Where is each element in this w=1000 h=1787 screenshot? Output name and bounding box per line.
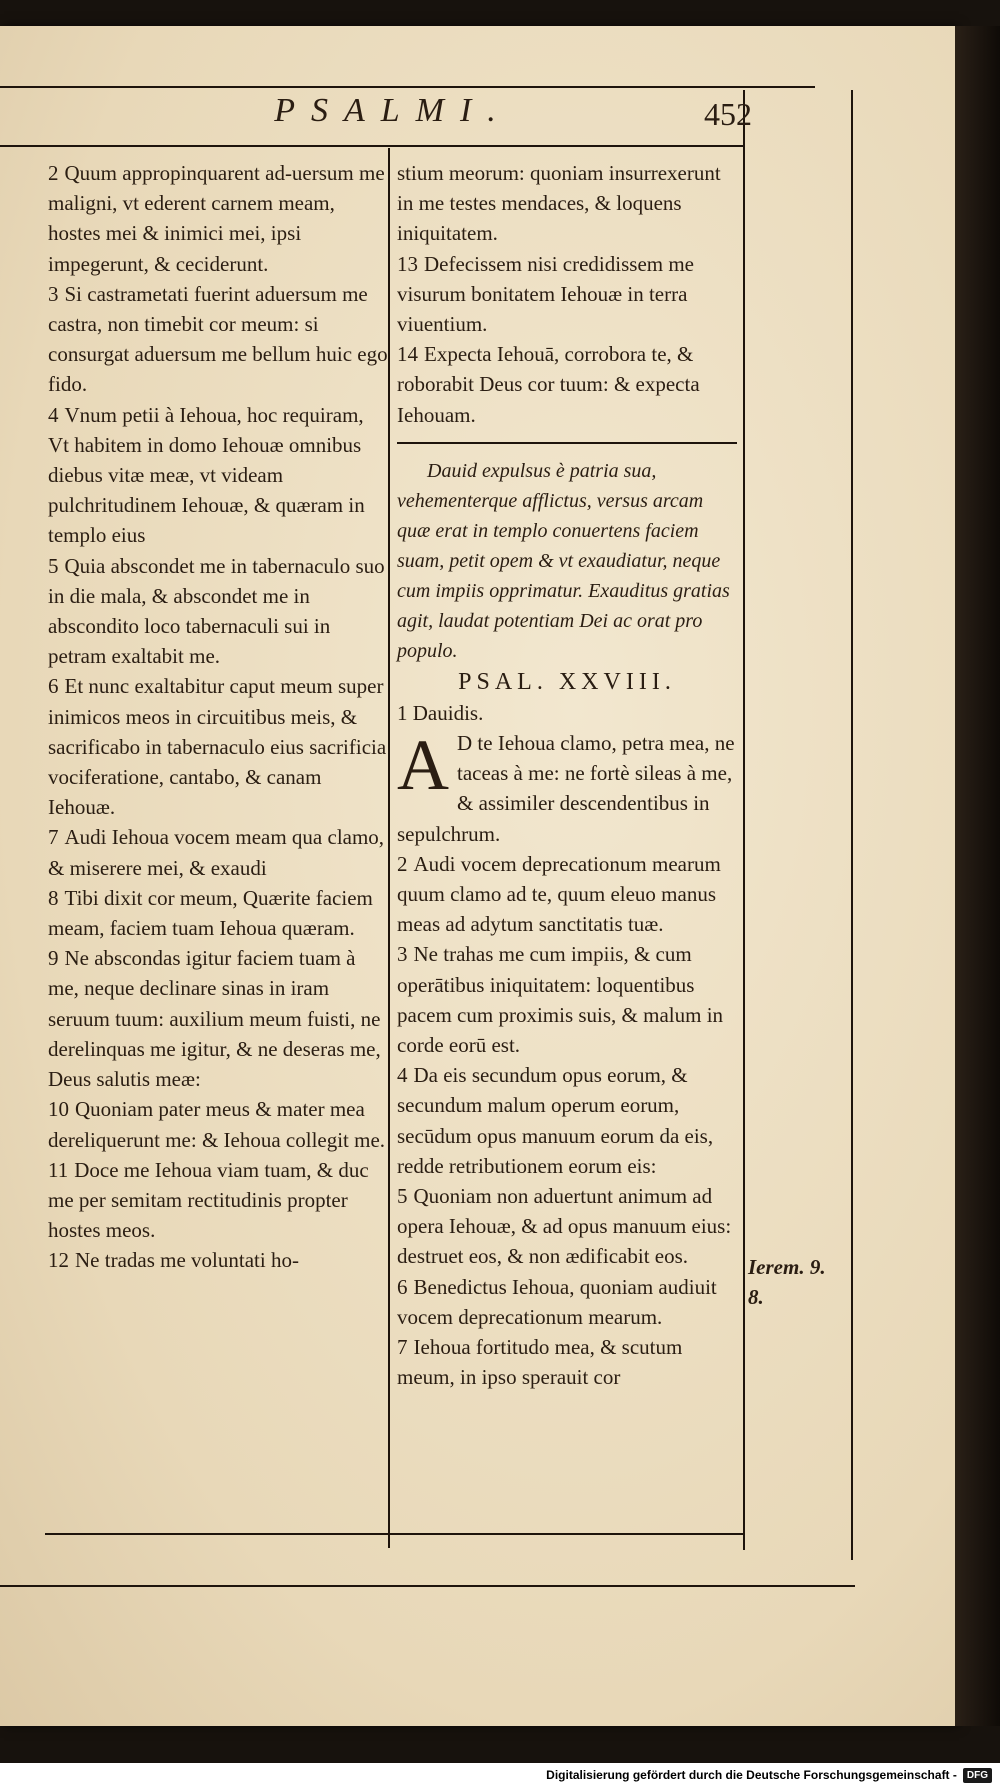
verse xyxy=(397,249,737,340)
verse xyxy=(397,1272,737,1332)
verse xyxy=(48,883,388,943)
bottom-rule xyxy=(45,1533,745,1535)
verse xyxy=(48,158,388,279)
verse-number: 12 xyxy=(48,1248,69,1273)
verse xyxy=(397,1181,737,1272)
verse-number: 7 xyxy=(48,825,59,850)
right-column xyxy=(397,158,737,1393)
verse-text: Vnum petii à Iehoua, hoc requiram, Vt habitem in domo Iehouæ omnibus diebus vitæ meæ, vt videam pulchritudinem Iehouæ, & quæram in templo eius xyxy=(48,402,365,548)
verse-number: 5 xyxy=(48,553,59,578)
verse-text: Defecissem nisi credidissem me visurum bonitatem Iehouæ in terra viuentium. xyxy=(397,251,695,337)
digitization-credit xyxy=(0,1763,1000,1787)
running-title: PSALMI. xyxy=(274,92,512,129)
verse-number: 6 xyxy=(48,674,59,699)
verse-number: 7 xyxy=(397,1335,408,1360)
verse-number: 10 xyxy=(48,1097,69,1122)
page-edge-shadow xyxy=(955,26,1000,1726)
verse-text: Audi Iehoua vocem meam qua clamo, & miserere mei, & exaudi xyxy=(48,825,385,880)
verse-text: Quum appropinquarent ad-uersum me maligni, vt ederent carnem meam, hostes mei & inimici mei, ipsi impegerunt, & ceciderunt. xyxy=(48,161,385,276)
verse-text: Tibi dixit cor meum, Quærite faciem meam, faciem tuam Iehoua quæram. xyxy=(48,885,373,941)
verse-number: 4 xyxy=(48,402,59,427)
verse xyxy=(48,279,388,400)
verse-number: 5 xyxy=(397,1184,408,1209)
column-divider xyxy=(388,148,390,1548)
verse-number: 3 xyxy=(48,281,59,306)
verse xyxy=(397,158,737,249)
verse-text: stium meorum: quoniam insurrexerunt in me testes mendaces, & loquens iniquitatem. xyxy=(397,161,721,246)
verse-text: Iehoua fortitudo mea, & scutum meum, in ipso sperauit cor xyxy=(397,1335,683,1390)
page-number: 452 xyxy=(704,96,752,132)
verse-text: Ne trahas me cum impiis, & cum operātibus iniquitatem: loquentibus pacem cum proximis suis, & malum in corde eorū est. xyxy=(397,942,724,1058)
psalm-title: PSAL. XXVIII. xyxy=(458,668,676,695)
opening-verse-text: D te Iehoua clamo, petra mea, ne taceas à me: ne fortè sileas à me, & assimiler descendentibus in sepulchrum. xyxy=(397,731,735,846)
verse-text: Ne tradas me voluntati ho- xyxy=(75,1248,299,1273)
verse-text: Ne abscondas igitur faciem tuam à me, neque declinare sinas in iram seruum tuum: auxilium meum fuisti, ne derelinquas me igitur, & ne deseras me, Deus salutis meæ: xyxy=(48,946,381,1092)
verse xyxy=(397,339,737,430)
verse-text: Si castrametati fuerint aduersum me castra, non timebit cor meum: si consurgat aduersum me bellum huic ego fido. xyxy=(48,281,388,397)
verse xyxy=(397,1332,737,1392)
credit-text: Digitalisierung gefördert durch die Deutsche Forschungsgemeinschaft - xyxy=(546,1768,957,1782)
verse xyxy=(48,1094,388,1154)
verse-number: 13 xyxy=(397,251,418,276)
verse-number: 2 xyxy=(48,161,59,185)
margin-note-line: Ierem. 9. xyxy=(748,1255,826,1279)
verse-text: Doce me Iehoua viam tuam, & duc me per semitam rectitudinis propter hostes meos. xyxy=(48,1157,369,1243)
verse-number: 8 xyxy=(48,885,59,910)
verse xyxy=(48,943,388,1094)
margin-note-line: 8. xyxy=(748,1285,764,1309)
bottom-rule-outer xyxy=(0,1585,855,1587)
verse-text: Audi vocem deprecationum mearum quum clamo ad te, quum eleuo manus meas ad adytum sanctitatis tuæ. xyxy=(397,851,721,937)
right-column-bottom-verses xyxy=(397,849,737,1393)
margin-cross-reference xyxy=(748,1252,828,1312)
psalm-subtitle: 1 Dauidis. xyxy=(397,700,484,725)
opening-verse xyxy=(397,725,737,849)
verse xyxy=(48,551,388,672)
verse-text: Et nunc exaltabitur caput meum super inimicos meos in circuitibus meis, & sacrificabo in tabernaculo eius sacrificia vociferatione, cantabo, & canam Iehouæ. xyxy=(48,674,387,820)
verse-text: Quoniam pater meus & mater mea dereliquerunt me: & Iehoua collegit me. xyxy=(48,1097,386,1152)
verse-text: Da eis secundum opus eorum, & secundum malum operum eorum, secūdum opus manuum eorum da eis, redde retributionem eorum eis: xyxy=(397,1063,714,1178)
verse xyxy=(397,1060,737,1181)
dfg-logo: DFG xyxy=(963,1768,992,1783)
margin-rule xyxy=(851,90,853,1560)
verse-text: Quoniam non aduertunt animum ad opera Iehouæ, & ad opus manuum eius: destruet eos, & non ædificabit eos. xyxy=(397,1184,732,1269)
verse xyxy=(397,849,737,940)
verse-text: Expecta Iehouā, corrobora te, & roborabit Deus cor tuum: & expecta Iehouam. xyxy=(397,342,700,427)
left-column xyxy=(48,158,388,1276)
verse-number: 3 xyxy=(397,942,408,967)
drop-cap: A xyxy=(397,725,449,806)
verse xyxy=(48,1245,388,1275)
verse-number: 11 xyxy=(48,1157,69,1182)
verse xyxy=(48,671,388,822)
psalm-divider-rule xyxy=(397,442,737,444)
verse-number: 14 xyxy=(397,342,418,367)
verse xyxy=(48,1155,388,1246)
verse-number: 6 xyxy=(397,1274,408,1299)
verse xyxy=(48,400,388,551)
right-column-top-verses xyxy=(397,158,737,430)
verse-number: 9 xyxy=(48,946,59,971)
verse xyxy=(48,822,388,882)
right-column-rule xyxy=(743,90,745,1550)
verse xyxy=(397,939,737,1060)
verse-text: Benedictus Iehoua, quoniam audiuit vocem deprecationum mearum. xyxy=(397,1274,717,1329)
header-rule xyxy=(0,145,745,147)
verse-number: 2 xyxy=(397,851,408,876)
verse-text: Quia abscondet me in tabernaculo suo in die mala, & abscondet me in abscondito loco tabernaculi sui in petram exaltabit me. xyxy=(48,553,385,669)
top-rule xyxy=(0,86,815,88)
verse-number: 4 xyxy=(397,1063,408,1088)
psalm-summary: Dauid expulsus è patria sua, vehementerque afflictus, versus arcam quæ erat in templo conuertens faciem suam, petit opem & vt exaudiatur, neque cum impiis opprimatur. Exauditus gratias agit, laudat potentiam Dei ac orat pro populo. xyxy=(397,459,730,662)
